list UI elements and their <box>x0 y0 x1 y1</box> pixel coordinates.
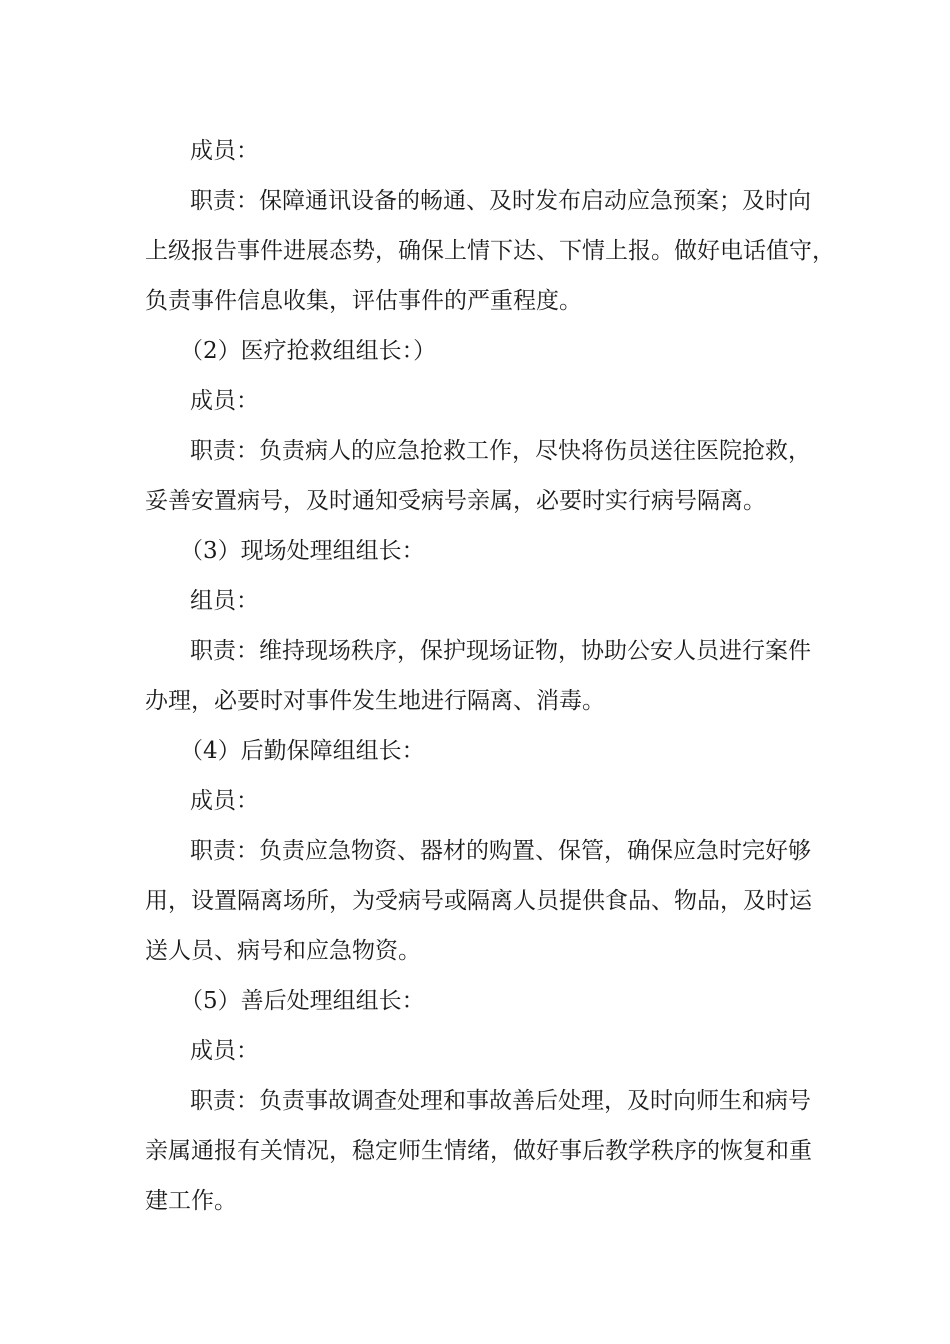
paragraph-line: 成员： <box>190 1038 259 1064</box>
paragraph-line: 职责：负责应急物资、器材的购置、保管，确保应急时完好够 <box>190 838 811 864</box>
paragraph-line: 成员： <box>190 138 259 164</box>
section-heading: （5）善后处理组组长： <box>180 988 425 1014</box>
paragraph-line: 妥善安置病号，及时通知受病号亲属，必要时实行病号隔离。 <box>145 488 766 514</box>
paragraph-line: 职责：维持现场秩序，保护现场证物，协助公安人员进行案件 <box>190 638 811 664</box>
section-heading: （2）医疗抢救组组长：） <box>180 338 437 364</box>
section-heading: （4）后勤保障组组长： <box>180 738 425 764</box>
paragraph-line: 组员： <box>190 588 259 614</box>
paragraph-line: 成员： <box>190 788 259 814</box>
paragraph-line: 办理，必要时对事件发生地进行隔离、消毒。 <box>145 688 605 714</box>
paragraph-line: 职责：保障通讯设备的畅通、及时发布启动应急预案；及时向 <box>190 188 811 214</box>
paragraph-line: 用，设置隔离场所，为受病号或隔离人员提供食品、物品，及时运 <box>145 888 812 914</box>
paragraph-line: 亲属通报有关情况，稳定师生情绪，做好事后教学秩序的恢复和重 <box>145 1138 812 1164</box>
paragraph-line: 上级报告事件进展态势，确保上情下达、下情上报。做好电话值守， <box>145 238 835 264</box>
paragraph-line: 职责：负责事故调查处理和事故善后处理，及时向师生和病号 <box>190 1088 811 1114</box>
paragraph-line: 负责事件信息收集，评估事件的严重程度。 <box>145 288 582 314</box>
paragraph-line: 成员： <box>190 388 259 414</box>
section-heading: （3）现场处理组组长： <box>180 538 425 564</box>
paragraph-line: 建工作。 <box>145 1188 237 1214</box>
paragraph-line: 送人员、病号和应急物资。 <box>145 938 421 964</box>
paragraph-line: 职责：负责病人的应急抢救工作，尽快将伤员送往医院抢救， <box>190 438 811 464</box>
